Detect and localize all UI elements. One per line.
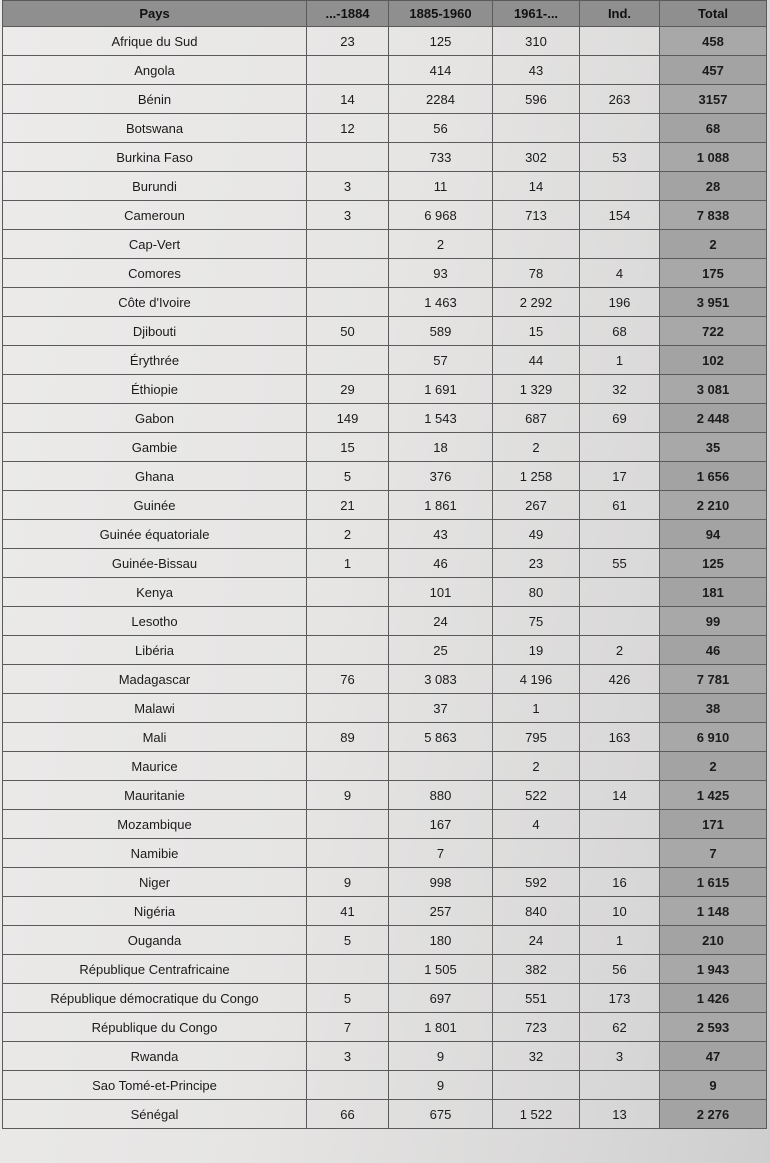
cell-1885-1960: 3 083 [389,665,493,694]
cell-1885-1960: 43 [389,520,493,549]
cell-ind: 263 [580,85,660,114]
table-row [3,549,767,578]
cell-before-1884: 21 [307,491,389,520]
table-header [3,1,767,27]
cell-pays: Cameroun [3,201,307,230]
cell-before-1884 [307,230,389,259]
cell-1885-1960: 180 [389,926,493,955]
cell-1885-1960: 1 801 [389,1013,493,1042]
cell-1885-1960: 6 968 [389,201,493,230]
cell-pays: Burundi [3,172,307,201]
cell-1885-1960: 1 691 [389,375,493,404]
cell-1885-1960: 5 863 [389,723,493,752]
cell-before-1884: 1 [307,549,389,578]
cell-before-1884: 89 [307,723,389,752]
cell-pays: République du Congo [3,1013,307,1042]
cell-1885-1960: 733 [389,143,493,172]
cell-1885-1960: 376 [389,462,493,491]
cell-pays: Comores [3,259,307,288]
table-row [3,636,767,665]
cell-1885-1960: 257 [389,897,493,926]
cell-total: 2 210 [660,491,767,520]
table-row [3,114,767,143]
cell-1961-onward: 2 292 [493,288,580,317]
cell-before-1884 [307,1071,389,1100]
table-row [3,1071,767,1100]
cell-total: 1 426 [660,984,767,1013]
cell-ind [580,607,660,636]
table-row [3,230,767,259]
cell-pays: Niger [3,868,307,897]
cell-1885-1960: 57 [389,346,493,375]
cell-total: 47 [660,1042,767,1071]
cell-before-1884 [307,56,389,85]
cell-1885-1960: 9 [389,1071,493,1100]
cell-before-1884: 66 [307,1100,389,1129]
cell-ind [580,694,660,723]
cell-1961-onward: 44 [493,346,580,375]
table-row [3,607,767,636]
table-row [3,955,767,984]
cell-ind: 62 [580,1013,660,1042]
table-row [3,839,767,868]
cell-1885-1960: 1 861 [389,491,493,520]
cell-1885-1960: 11 [389,172,493,201]
cell-before-1884: 5 [307,462,389,491]
cell-1961-onward: 522 [493,781,580,810]
cell-pays: Gabon [3,404,307,433]
column-header-total: Total [660,1,767,27]
cell-total: 1 615 [660,868,767,897]
cell-ind: 56 [580,955,660,984]
cell-ind: 69 [580,404,660,433]
table-row [3,375,767,404]
cell-before-1884: 9 [307,781,389,810]
cell-before-1884: 14 [307,85,389,114]
cell-1961-onward: 551 [493,984,580,1013]
cell-ind: 163 [580,723,660,752]
cell-ind: 55 [580,549,660,578]
cell-1961-onward: 713 [493,201,580,230]
table-row [3,723,767,752]
table-row [3,404,767,433]
cell-total: 7 [660,839,767,868]
cell-1885-1960: 998 [389,868,493,897]
cell-before-1884 [307,288,389,317]
cell-before-1884: 9 [307,868,389,897]
cell-ind [580,752,660,781]
cell-pays: Guinée-Bissau [3,549,307,578]
cell-total: 181 [660,578,767,607]
cell-1961-onward: 4 196 [493,665,580,694]
cell-ind [580,433,660,462]
cell-1885-1960: 37 [389,694,493,723]
cell-pays: Libéria [3,636,307,665]
cell-pays: Gambie [3,433,307,462]
cell-1961-onward: 1 [493,694,580,723]
cell-total: 3 951 [660,288,767,317]
cell-total: 1 148 [660,897,767,926]
table-row [3,810,767,839]
cell-ind [580,230,660,259]
cell-before-1884: 5 [307,926,389,955]
cell-total: 722 [660,317,767,346]
cell-pays: Rwanda [3,1042,307,1071]
cell-total: 68 [660,114,767,143]
cell-total: 457 [660,56,767,85]
table-row [3,1042,767,1071]
column-header-before-1884: ...-1884 [307,1,389,27]
table-row [3,926,767,955]
cell-pays: Guinée équatoriale [3,520,307,549]
cell-1885-1960: 9 [389,1042,493,1071]
cell-before-1884 [307,839,389,868]
cell-ind: 16 [580,868,660,897]
cell-pays: Sao Tomé-et-Principe [3,1071,307,1100]
cell-total: 175 [660,259,767,288]
cell-total: 46 [660,636,767,665]
cell-1961-onward: 15 [493,317,580,346]
table-row [3,984,767,1013]
cell-1961-onward: 1 329 [493,375,580,404]
cell-1961-onward: 1 522 [493,1100,580,1129]
cell-1885-1960: 1 463 [389,288,493,317]
cell-pays: Cap-Vert [3,230,307,259]
table-row [3,752,767,781]
cell-before-1884 [307,810,389,839]
cell-pays: Bénin [3,85,307,114]
table-row [3,1100,767,1129]
cell-1961-onward: 32 [493,1042,580,1071]
cell-1961-onward: 2 [493,433,580,462]
table-row [3,172,767,201]
cell-total: 125 [660,549,767,578]
cell-pays: Ouganda [3,926,307,955]
cell-1885-1960: 589 [389,317,493,346]
cell-ind: 53 [580,143,660,172]
table-row [3,143,767,172]
cell-total: 2 [660,752,767,781]
cell-before-1884: 2 [307,520,389,549]
cell-1961-onward [493,839,580,868]
cell-1961-onward: 43 [493,56,580,85]
header-row [3,1,767,27]
cell-1961-onward: 596 [493,85,580,114]
table-row [3,201,767,230]
cell-total: 9 [660,1071,767,1100]
cell-before-1884: 15 [307,433,389,462]
cell-1885-1960: 93 [389,259,493,288]
table-row [3,462,767,491]
cell-pays: Botswana [3,114,307,143]
table-row [3,694,767,723]
cell-pays: Éthiopie [3,375,307,404]
cell-pays: Namibie [3,839,307,868]
cell-before-1884: 3 [307,1042,389,1071]
table-row [3,259,767,288]
cell-ind: 61 [580,491,660,520]
cell-1961-onward: 49 [493,520,580,549]
cell-1961-onward: 24 [493,926,580,955]
cell-1885-1960: 101 [389,578,493,607]
table-row [3,578,767,607]
cell-before-1884: 41 [307,897,389,926]
cell-pays: Angola [3,56,307,85]
cell-pays: Maurice [3,752,307,781]
cell-before-1884 [307,636,389,665]
table-row [3,520,767,549]
column-header-1961-onward: 1961-... [493,1,580,27]
cell-1885-1960: 167 [389,810,493,839]
cell-1961-onward: 302 [493,143,580,172]
cell-ind: 14 [580,781,660,810]
cell-1961-onward: 4 [493,810,580,839]
cell-pays: Mauritanie [3,781,307,810]
cell-1885-1960: 18 [389,433,493,462]
cell-1961-onward: 80 [493,578,580,607]
table-row [3,665,767,694]
cell-1961-onward: 75 [493,607,580,636]
cell-total: 2 448 [660,404,767,433]
cell-total: 99 [660,607,767,636]
cell-total: 28 [660,172,767,201]
cell-before-1884 [307,752,389,781]
cell-before-1884: 5 [307,984,389,1013]
cell-before-1884: 3 [307,172,389,201]
cell-pays: Sénégal [3,1100,307,1129]
cell-ind: 4 [580,259,660,288]
cell-total: 210 [660,926,767,955]
table-row [3,317,767,346]
cell-1961-onward: 687 [493,404,580,433]
cell-total: 2 276 [660,1100,767,1129]
cell-ind: 2 [580,636,660,665]
cell-total: 2 [660,230,767,259]
cell-ind: 10 [580,897,660,926]
cell-total: 3 081 [660,375,767,404]
cell-1961-onward: 310 [493,27,580,56]
cell-before-1884: 12 [307,114,389,143]
cell-1885-1960: 880 [389,781,493,810]
cell-1885-1960: 697 [389,984,493,1013]
cell-1961-onward: 2 [493,752,580,781]
table-row [3,868,767,897]
cell-before-1884: 149 [307,404,389,433]
cell-before-1884 [307,259,389,288]
cell-before-1884: 76 [307,665,389,694]
cell-1885-1960: 24 [389,607,493,636]
table-body [3,27,767,1129]
table-row [3,288,767,317]
cell-total: 7 781 [660,665,767,694]
table-row [3,27,767,56]
table-row [3,85,767,114]
cell-ind: 17 [580,462,660,491]
cell-ind [580,172,660,201]
cell-total: 3157 [660,85,767,114]
cell-total: 35 [660,433,767,462]
cell-1961-onward: 795 [493,723,580,752]
cell-pays: Érythrée [3,346,307,375]
cell-pays: Djibouti [3,317,307,346]
cell-ind: 426 [580,665,660,694]
cell-1961-onward [493,1071,580,1100]
data-table [2,0,767,1129]
cell-pays: Kenya [3,578,307,607]
cell-ind: 32 [580,375,660,404]
cell-ind: 173 [580,984,660,1013]
table-row [3,433,767,462]
cell-before-1884 [307,346,389,375]
cell-ind [580,114,660,143]
cell-pays: Afrique du Sud [3,27,307,56]
cell-before-1884 [307,694,389,723]
cell-ind: 196 [580,288,660,317]
cell-1961-onward [493,114,580,143]
cell-1961-onward: 840 [493,897,580,926]
cell-before-1884: 3 [307,201,389,230]
column-header-pays: Pays [3,1,307,27]
cell-ind [580,1071,660,1100]
cell-1885-1960: 56 [389,114,493,143]
cell-pays: Malawi [3,694,307,723]
cell-1885-1960: 414 [389,56,493,85]
cell-pays: Côte d'Ivoire [3,288,307,317]
table-row [3,346,767,375]
table-row [3,56,767,85]
cell-pays: Ghana [3,462,307,491]
cell-pays: Guinée [3,491,307,520]
cell-1885-1960: 1 543 [389,404,493,433]
cell-1885-1960: 125 [389,27,493,56]
cell-pays: Mozambique [3,810,307,839]
cell-ind: 154 [580,201,660,230]
cell-pays: Madagascar [3,665,307,694]
cell-1961-onward: 1 258 [493,462,580,491]
cell-before-1884 [307,143,389,172]
cell-1885-1960: 46 [389,549,493,578]
cell-pays: Nigéria [3,897,307,926]
cell-total: 1 943 [660,955,767,984]
cell-pays: République démocratique du Congo [3,984,307,1013]
cell-1961-onward: 267 [493,491,580,520]
cell-total: 7 838 [660,201,767,230]
cell-total: 102 [660,346,767,375]
cell-pays: République Centrafricaine [3,955,307,984]
cell-pays: Lesotho [3,607,307,636]
cell-total: 1 656 [660,462,767,491]
cell-1961-onward: 723 [493,1013,580,1042]
cell-1961-onward: 23 [493,549,580,578]
cell-1885-1960 [389,752,493,781]
cell-ind [580,520,660,549]
cell-ind: 1 [580,926,660,955]
cell-ind [580,27,660,56]
cell-before-1884 [307,578,389,607]
cell-total: 458 [660,27,767,56]
cell-before-1884: 29 [307,375,389,404]
cell-before-1884 [307,607,389,636]
cell-ind [580,839,660,868]
cell-total: 38 [660,694,767,723]
cell-total: 171 [660,810,767,839]
cell-1961-onward: 19 [493,636,580,665]
table-row [3,491,767,520]
cell-1885-1960: 2 [389,230,493,259]
column-header-1885-1960: 1885-1960 [389,1,493,27]
cell-1885-1960: 7 [389,839,493,868]
cell-ind [580,56,660,85]
cell-ind: 1 [580,346,660,375]
cell-1885-1960: 25 [389,636,493,665]
cell-1961-onward [493,230,580,259]
cell-ind: 13 [580,1100,660,1129]
cell-1885-1960: 675 [389,1100,493,1129]
cell-before-1884 [307,955,389,984]
cell-before-1884: 7 [307,1013,389,1042]
cell-1961-onward: 382 [493,955,580,984]
cell-ind [580,578,660,607]
cell-1961-onward: 14 [493,172,580,201]
table-row [3,1013,767,1042]
cell-total: 2 593 [660,1013,767,1042]
cell-1885-1960: 2284 [389,85,493,114]
cell-1885-1960: 1 505 [389,955,493,984]
cell-ind [580,810,660,839]
column-header-ind: Ind. [580,1,660,27]
table-row [3,897,767,926]
cell-before-1884: 23 [307,27,389,56]
cell-pays: Mali [3,723,307,752]
cell-total: 6 910 [660,723,767,752]
cell-total: 1 088 [660,143,767,172]
cell-1961-onward: 78 [493,259,580,288]
cell-pays: Burkina Faso [3,143,307,172]
cell-ind: 68 [580,317,660,346]
cell-total: 1 425 [660,781,767,810]
cell-ind: 3 [580,1042,660,1071]
cell-total: 94 [660,520,767,549]
cell-1961-onward: 592 [493,868,580,897]
cell-before-1884: 50 [307,317,389,346]
table-row [3,781,767,810]
